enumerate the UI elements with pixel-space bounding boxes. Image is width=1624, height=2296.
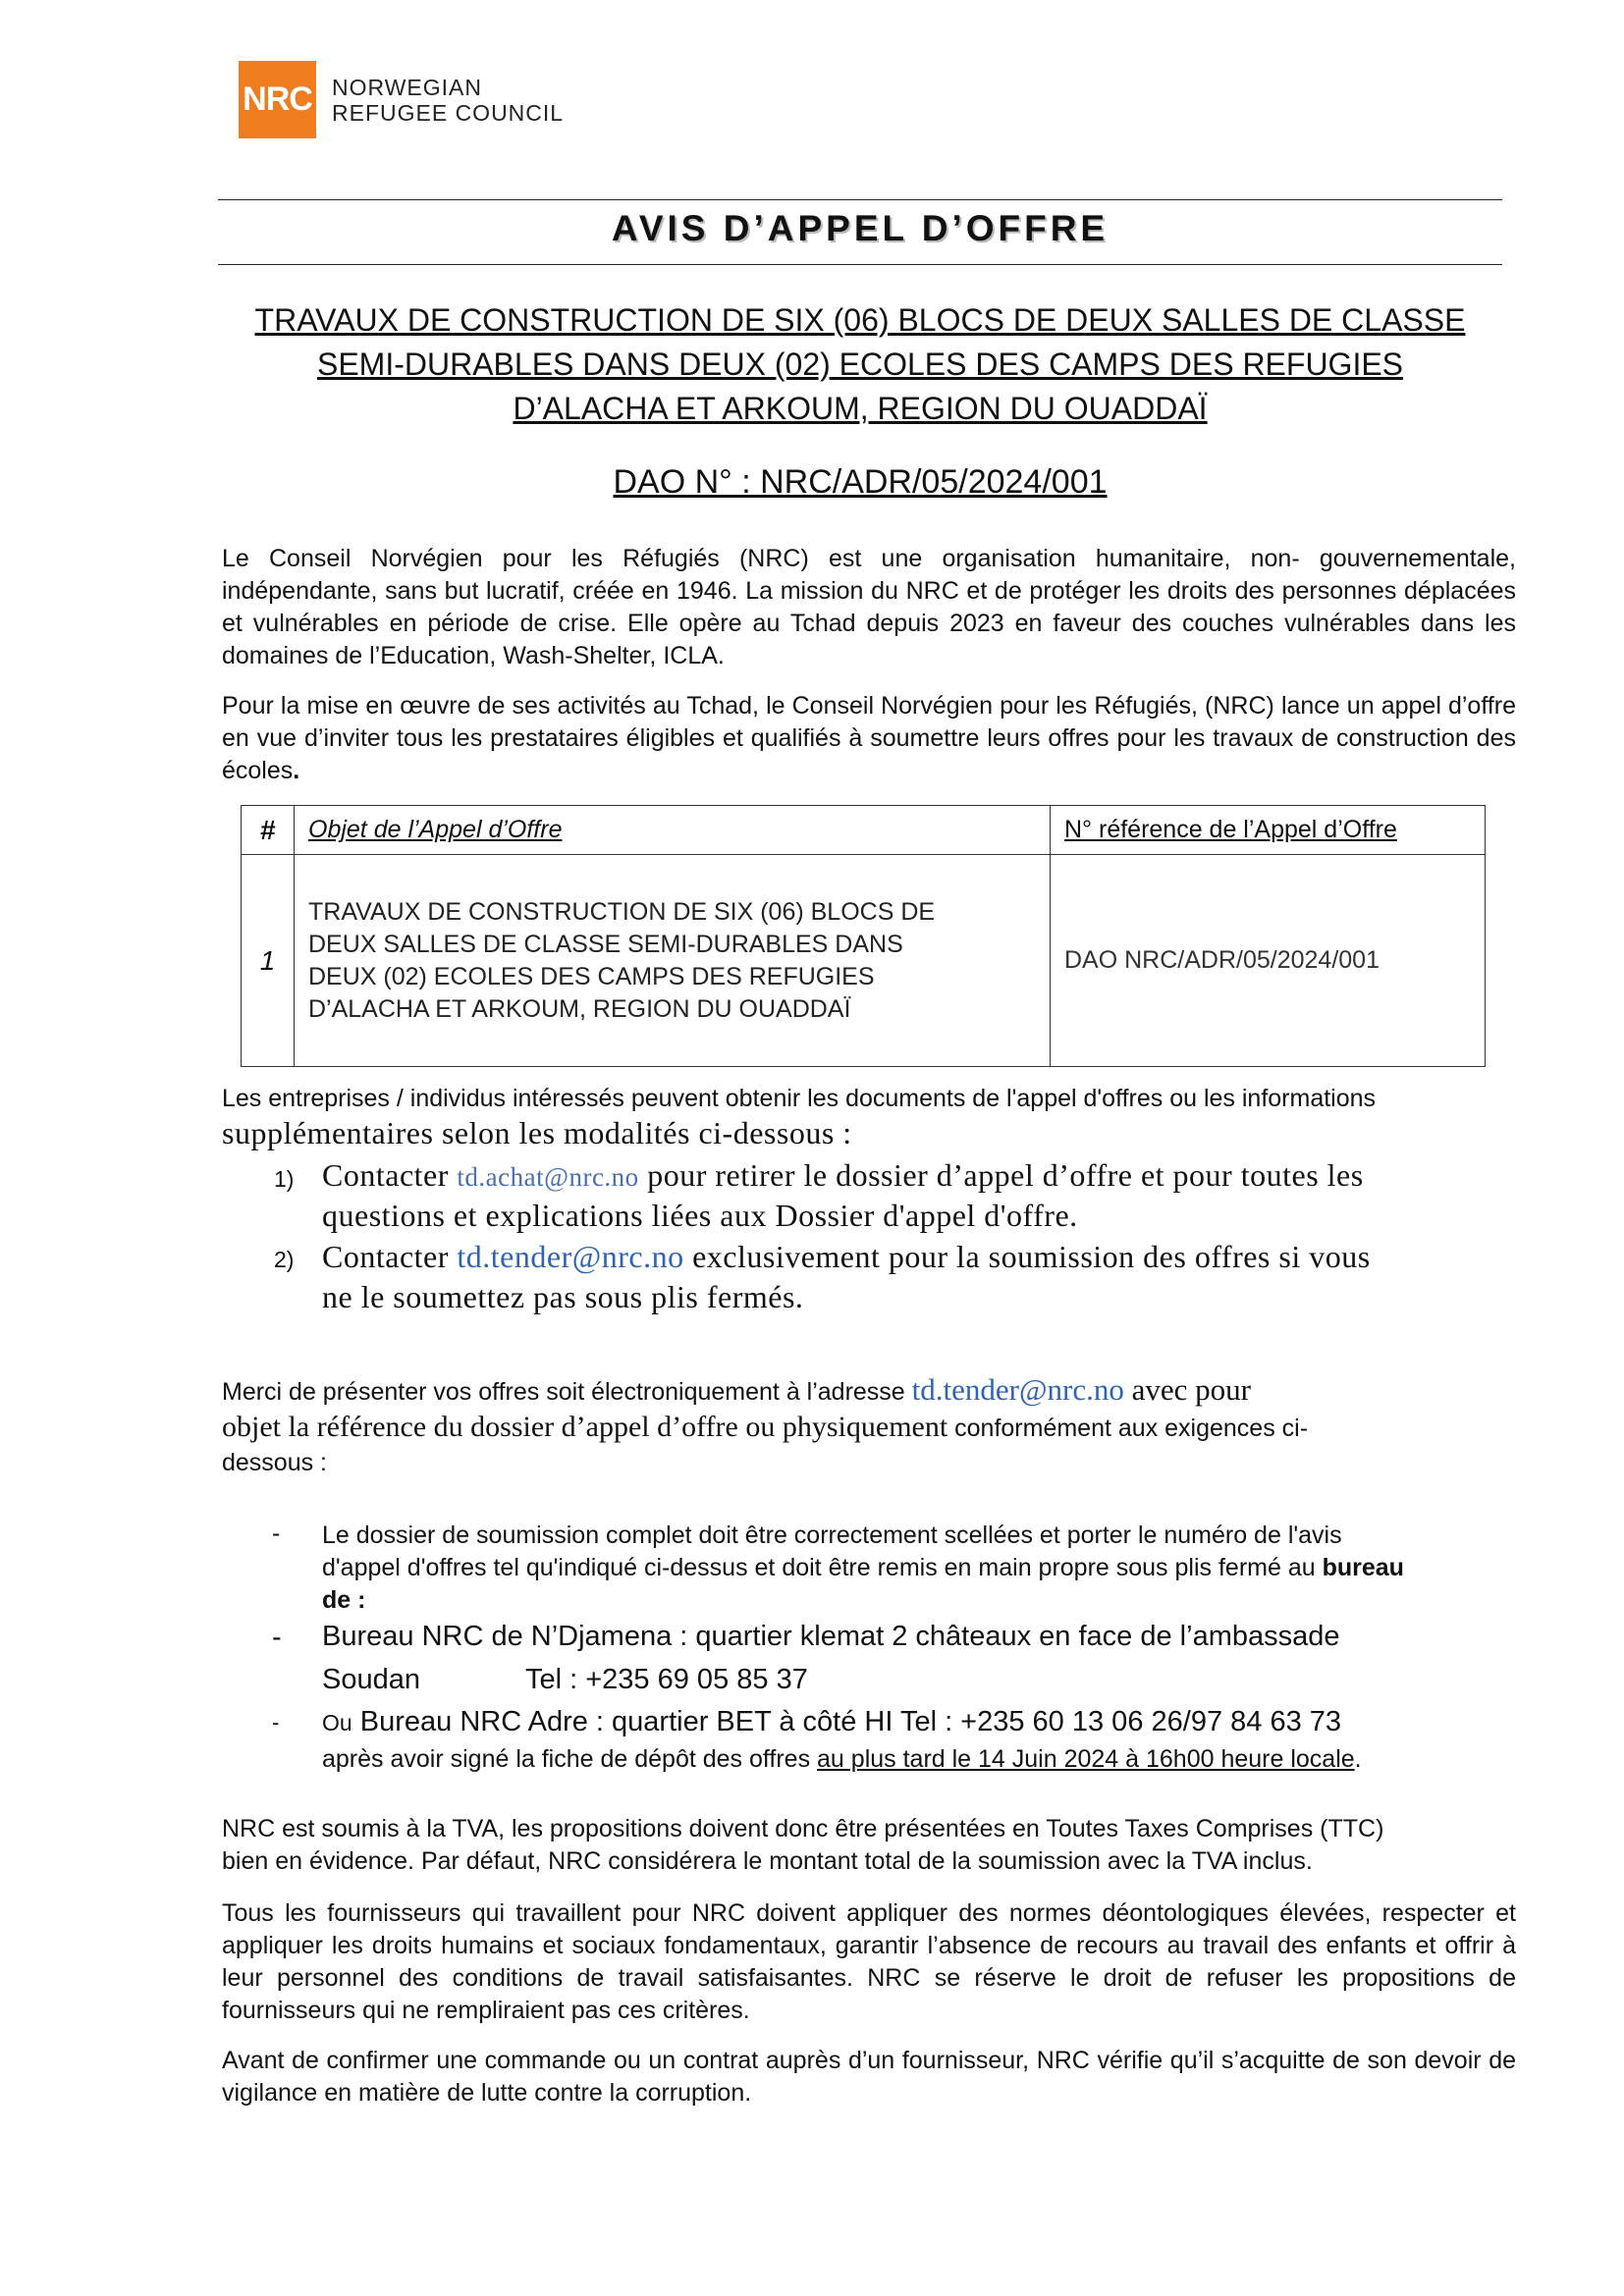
subject-line: SEMI-DURABLES DANS DEUX (02) ECOLES DES CAMPS DES REFUGIES [316, 347, 1404, 382]
bullet-text: Ou [322, 1710, 352, 1735]
step-1-line-1 [322, 1155, 1364, 1197]
nrc-logo [239, 61, 564, 138]
table-cell-object [295, 855, 1051, 1067]
logo-mark-text: NRC [243, 80, 312, 118]
bullet-text: Bureau NRC Adre : quartier BET à côté HI Tel : +235 60 13 06 26/97 84 63 73 [352, 1706, 1342, 1737]
tender-table [241, 805, 1486, 1067]
tva-text-bold: Par défaut, NRC considérera le montant total de la soumission avec la TVA inclus. [420, 1847, 1313, 1875]
tva-line-2 [222, 1845, 1313, 1878]
table-cell-number: 1 [242, 855, 295, 1067]
submit-line-3: dessous : [222, 1449, 328, 1476]
organization-name [332, 75, 564, 126]
bullet-text: après avoir signé la fiche de dépôt des offres [322, 1745, 818, 1773]
bullet-text-bold: bureau [1322, 1554, 1404, 1581]
bullet-dash: - [272, 1520, 281, 1547]
object-line: TRAVAUX DE CONSTRUCTION DE SIX (06) BLOCS DE [308, 897, 936, 926]
step-number: 2) [274, 1247, 295, 1272]
document-title: AVIS D’APPEL D’OFFRE [611, 208, 1110, 248]
ethics-paragraph: Tous les fournisseurs qui travaillent pour NRC doivent appliquer des normes déontologiques élevées, respecter et appliquer les droits humains et sociaux fondamentaux, garantir l’absence de recours au travail des enfants et offrir à leur personnel des conditions de travail satisfaisantes. NRC se réserve le droit de refuser les propositions de fournisseurs qui ne rempliraient pas ces critères. [222, 1899, 1516, 2024]
obtain-line-1: Les entreprises / individus intéressés peuvent obtenir les documents de l'appel d'offres ou les informations [222, 1085, 1377, 1112]
logo-mark [239, 61, 316, 138]
bullet-3-line-1 [322, 1704, 1341, 1740]
step-text: exclusivement pour la soumission des offres si vous [683, 1239, 1371, 1274]
title-rule-top [218, 199, 1502, 200]
contact-email-tender[interactable]: td.tender@nrc.no [457, 1239, 684, 1274]
tva-text: bien en évidence. [222, 1847, 421, 1875]
submit-text: avec pour [1123, 1372, 1251, 1407]
submission-email[interactable]: td.tender@nrc.no [911, 1372, 1124, 1407]
table-header-reference: N° référence de l’Appel d’Offre [1051, 806, 1486, 855]
contact-email-achat[interactable]: td.achat@nrc.no [457, 1162, 639, 1192]
table-header-object: Objet de l’Appel d’Offre [295, 806, 1051, 855]
step-2-line-1 [322, 1237, 1371, 1276]
bullet-dash: - [272, 1622, 282, 1653]
bullet-2-line-2b: Tel : +235 69 05 85 37 [525, 1664, 808, 1695]
submit-text: objet la référence du dossier d’appel d’offre ou physiquement [222, 1411, 948, 1443]
org-line-2: REFUGEE COUNCIL [332, 99, 565, 126]
intro-paragraph: Le Conseil Norvégien pour les Réfugiés (NRC) est une organisation humanitaire, non- gouvernementale, indépendante, sans but lucratif, créée en 1946. La mission du NRC et de protéger les droits des personnes déplacées et vulnérables en période de crise. Elle opère au Tchad depuis 2023 en faveur des couches vulnérables dans les domaines de l’Education, Wash-Shelter, ICLA. [222, 545, 1516, 669]
table-header-row [242, 806, 1486, 855]
step-1-line-2: questions et explications liées aux Dossier d'appel d'offre. [322, 1198, 1078, 1233]
bullet-text: . [1354, 1745, 1362, 1773]
bullet-2-line-1: Bureau NRC de N’Djamena : quartier klemat 2 châteaux en face de l’ambassade [322, 1621, 1340, 1652]
step-text: pour retirer le dossier d’appel d’offre et pour toutes les [638, 1157, 1364, 1193]
table-cell-reference: DAO NRC/ADR/05/2024/001 [1051, 855, 1486, 1067]
step-number: 1) [274, 1166, 295, 1192]
bullet-3-line-2 [322, 1743, 1362, 1776]
bullet-dash: - [272, 1710, 280, 1735]
object-line: D’ALACHA ET ARKOUM, REGION DU OUADDAÏ [308, 994, 851, 1023]
obtain-line-2: supplémentaires selon les modalités ci-dessous : [222, 1115, 852, 1150]
bullet-1-line-2 [322, 1552, 1404, 1584]
step-text: Contacter [322, 1239, 458, 1274]
title-rule-bottom [218, 264, 1502, 265]
subject-line: TRAVAUX DE CONSTRUCTION DE SIX (06) BLOCS DE DEUX SALLES DE CLASSE [254, 302, 1466, 338]
bullet-text: d'appel d'offres tel qu'indiqué ci-dessus et doit être remis en main propre sous plis fermé au [322, 1554, 1323, 1581]
bullet-1-line-1: Le dossier de soumission complet doit être correctement scellées et porter le numéro de l'avis [322, 1522, 1342, 1549]
vigilance-paragraph: Avant de confirmer une commande ou un contrat auprès d’un fournisseur, NRC vérifie qu’il s’acquitte de son devoir de vigilance en matière de lutte contre la corruption. [222, 2047, 1516, 2107]
submit-text: conformément aux exigences ci- [947, 1415, 1309, 1442]
object-line: DEUX (02) ECOLES DES CAMPS DES REFUGIES [308, 962, 875, 990]
tender-subject [218, 298, 1502, 431]
bullet-2-line-2a: Soudan [322, 1664, 420, 1695]
purpose-end: . [293, 757, 300, 784]
purpose-text: Pour la mise en œuvre de ses activités au Tchad, le Conseil Norvégien pour les Réfugiés, (NRC) lance un appel d’offre en vue d’inviter tous les prestataires éligibles et qualifiés à soumettre leurs offres pour les travaux de construction des écoles [222, 692, 1516, 784]
deadline: au plus tard le 14 Juin 2024 à 16h00 heure locale [817, 1745, 1355, 1773]
org-line-1: NORWEGIAN [332, 74, 482, 100]
submit-line-1 [222, 1373, 1251, 1409]
submit-text: Merci de présenter vos offres soit électroniquement à l’adresse [222, 1378, 912, 1406]
dao-reference: DAO N° : NRC/ADR/05/2024/001 [613, 463, 1108, 501]
subject-line: D’ALACHA ET ARKOUM, REGION DU OUADDAÏ [513, 391, 1208, 426]
submit-line-2 [222, 1411, 1308, 1445]
tva-line-1: NRC est soumis à la TVA, les propositions doivent donc être présentées en Toutes Taxes Comprises (TTC) [222, 1815, 1384, 1842]
table-header-number: # [242, 806, 295, 855]
purpose-paragraph [222, 690, 1516, 787]
step-2-line-2: ne le soumettez pas sous plis fermés. [322, 1279, 804, 1314]
object-line: DEUX SALLES DE CLASSE SEMI-DURABLES DANS [308, 930, 903, 958]
table-row [242, 855, 1486, 1067]
step-text: Contacter [322, 1157, 458, 1193]
bullet-1-line-3: de : [322, 1586, 366, 1614]
